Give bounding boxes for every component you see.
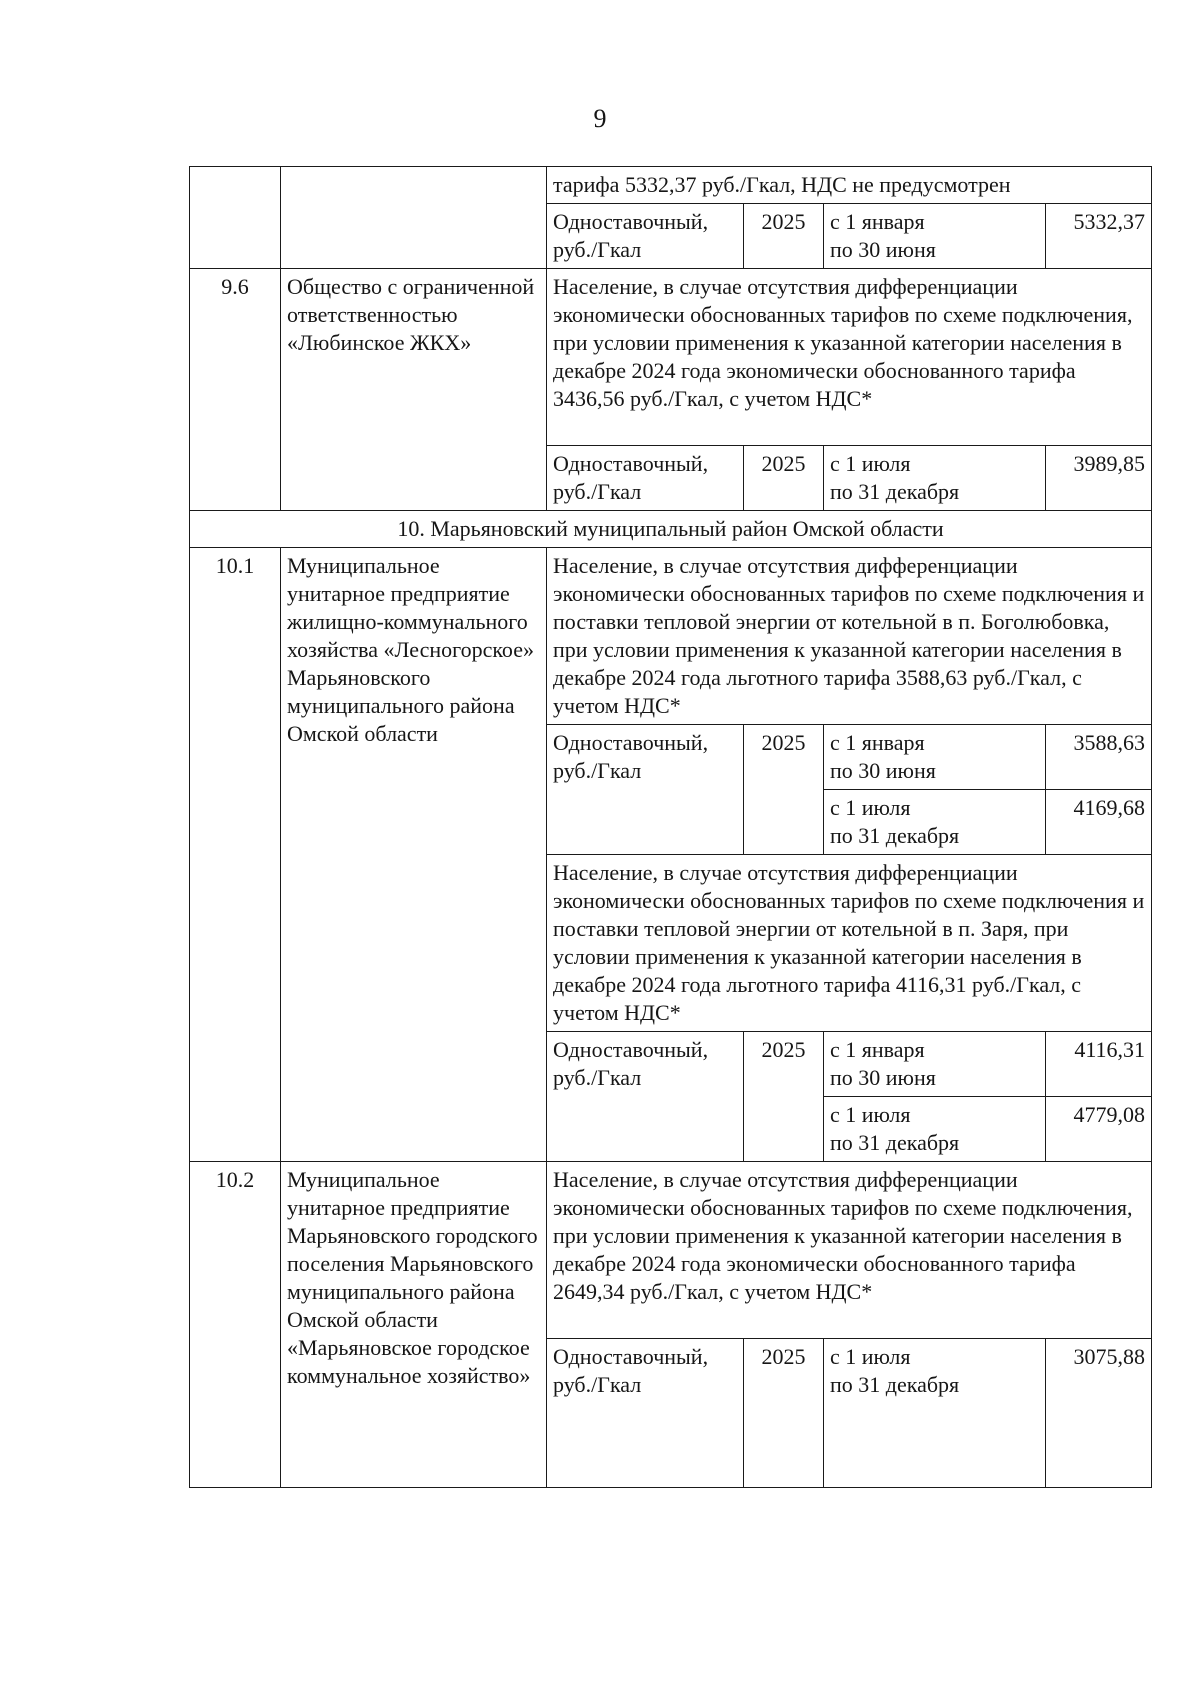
period-cell [824,204,1046,269]
tariff-type-cell: Одноставочный, руб./Гкал [547,1339,744,1488]
description-cell: тарифа 5332,37 руб./Гкал, НДС не предусмотрен [547,167,1152,204]
period-to: по 30 июня [830,758,936,783]
year-cell: 2025 [744,446,824,511]
period-from: с 1 июля [830,1344,911,1369]
section-title: 10. Марьяновский муниципальный район Омской области [190,511,1152,548]
period-cell [824,790,1046,855]
period-to: по 31 декабря [830,1130,960,1155]
period-from: с 1 июля [830,1102,911,1127]
tariff-type-cell: Одноставочный, руб./Гкал [547,725,744,855]
period-to: по 30 июня [830,1065,936,1090]
period-from: с 1 июля [830,795,911,820]
row-number: 10.2 [190,1162,281,1488]
num-cell [190,167,281,269]
table-row [190,269,1152,446]
value-cell: 3075,88 [1046,1339,1152,1488]
tariff-table [189,166,1152,1488]
period-cell [824,446,1046,511]
period-to: по 31 декабря [830,1372,960,1397]
period-to: по 30 июня [830,237,936,262]
org-cell [281,167,547,269]
section-row [190,511,1152,548]
value-cell: 3588,63 [1046,725,1152,790]
year-cell: 2025 [744,1032,824,1162]
description-cell: Население, в случае отсутствия дифференциации экономически обоснованных тарифов по схеме подключения, при условии применения к указанной категории населения в декабре 2024 года экономически обоснованного тарифа 3436,56 руб./Гкал, с учетом НДС* [547,269,1152,446]
period-from: с 1 июля [830,451,911,476]
org-name: Общество с ограниченной ответственностью «Любинское ЖКХ» [281,269,547,511]
year-cell: 2025 [744,1339,824,1488]
description-cell: Население, в случае отсутствия дифференциации экономически обоснованных тарифов по схеме подключения и поставки тепловой энергии от котельной в п. Заря, при условии применения к указанной категории населения в декабре 2024 года льготного тарифа 4116,31 руб./Гкал, с учетом НДС* [547,855,1152,1032]
table-row [190,167,1152,204]
tariff-type-cell: Одноставочный, руб./Гкал [547,1032,744,1162]
period-to: по 31 декабря [830,479,960,504]
row-number: 10.1 [190,548,281,1162]
period-cell [824,1097,1046,1162]
table-row [190,548,1152,725]
year-cell: 2025 [744,725,824,855]
period-cell [824,725,1046,790]
description-cell: Население, в случае отсутствия дифференциации экономически обоснованных тарифов по схеме подключения и поставки тепловой энергии от котельной в п. Боголюбовка, при условии применения к указанной категории населения в декабре 2024 года льготного тарифа 3588,63 руб./Гкал, с учетом НДС* [547,548,1152,725]
page-number: 9 [593,104,607,133]
tariff-type-cell: Одноставочный, руб./Гкал [547,204,744,269]
value-cell: 3989,85 [1046,446,1152,511]
value-cell: 4779,08 [1046,1097,1152,1162]
year-cell: 2025 [744,204,824,269]
org-name: Муниципальное унитарное предприятие жилищно-коммунального хозяйства «Лесногорское» Марьяновского муниципального района Омской области [281,548,547,1162]
period-to: по 31 декабря [830,823,960,848]
org-name: Муниципальное унитарное предприятие Марьяновского городского поселения Марьяновского муниципального района Омской области «Марьяновское городское коммунальное хозяйство» [281,1162,547,1488]
period-from: с 1 января [830,209,925,234]
table-row [190,1162,1152,1339]
value-cell: 4116,31 [1046,1032,1152,1097]
row-number: 9.6 [190,269,281,511]
period-cell [824,1032,1046,1097]
period-from: с 1 января [830,1037,925,1062]
tariff-type-cell: Одноставочный, руб./Гкал [547,446,744,511]
description-cell: Население, в случае отсутствия дифференциации экономически обоснованных тарифов по схеме подключения, при условии применения к указанной категории населения в декабре 2024 года экономически обоснованного тарифа 2649,34 руб./Гкал, с учетом НДС* [547,1162,1152,1339]
period-cell [824,1339,1046,1488]
value-cell: 5332,37 [1046,204,1152,269]
period-from: с 1 января [830,730,925,755]
value-cell: 4169,68 [1046,790,1152,855]
